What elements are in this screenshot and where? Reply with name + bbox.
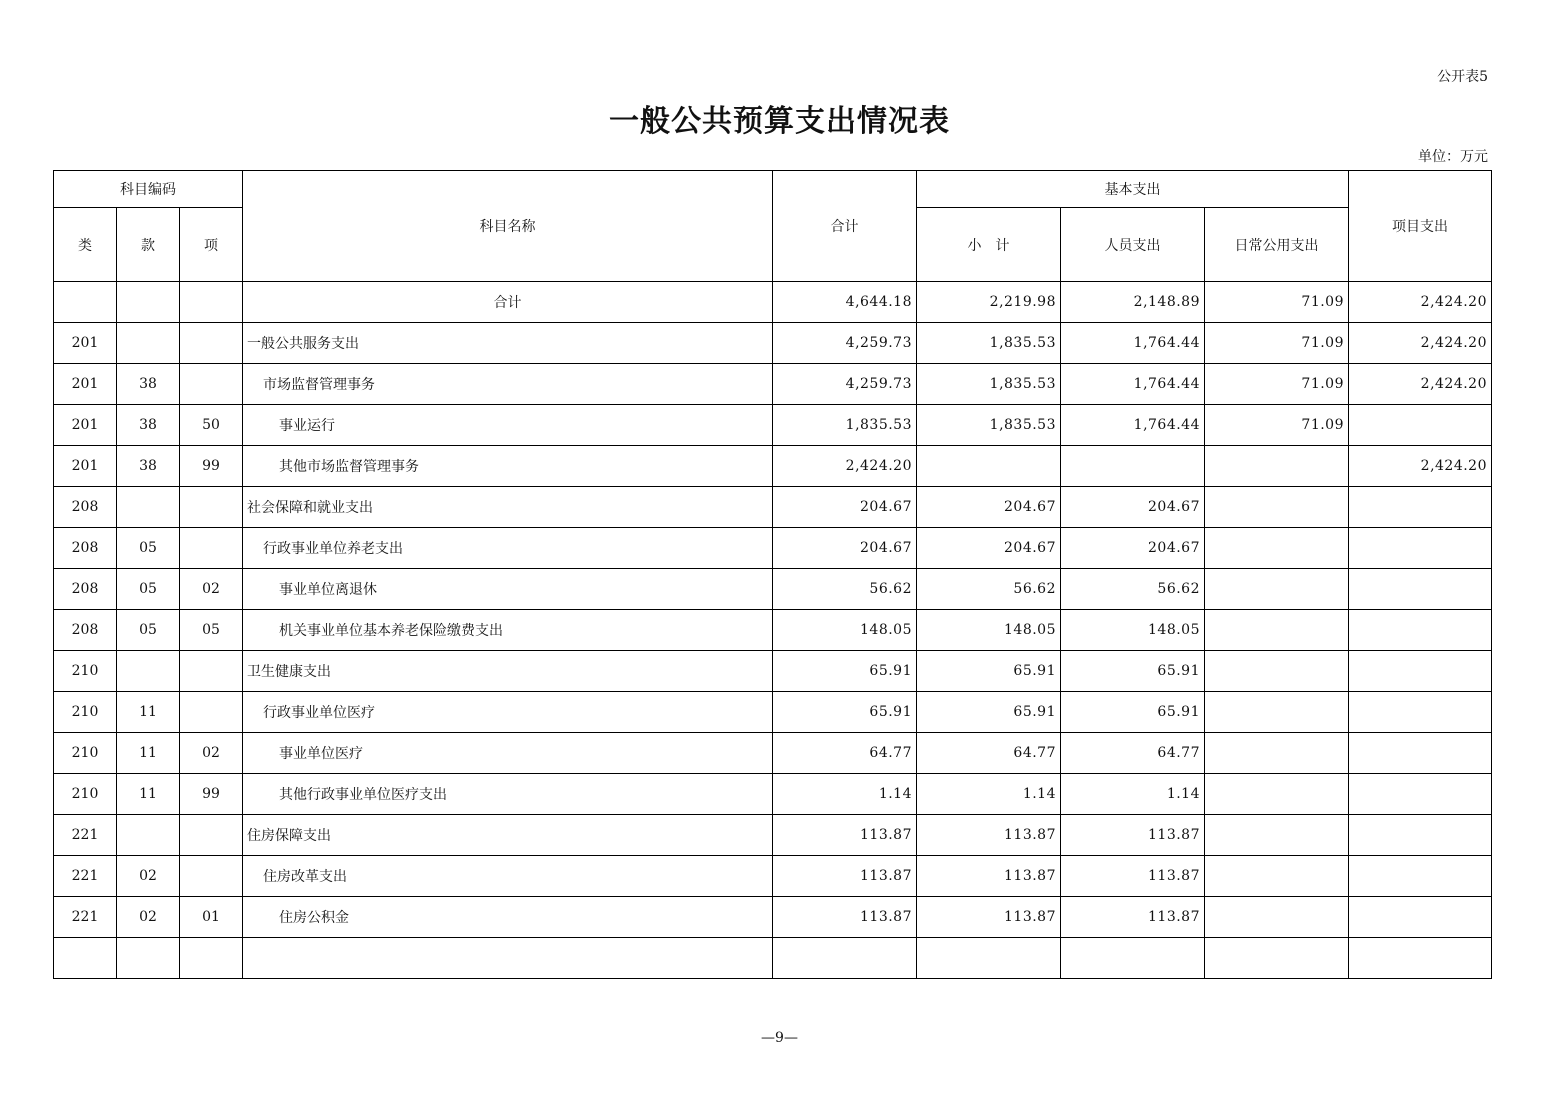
cell-kuan — [117, 323, 180, 364]
cell-total: 4,644.18 — [773, 282, 917, 323]
cell-kuan: 38 — [117, 405, 180, 446]
cell-subtotal: 1,835.53 — [917, 364, 1061, 405]
cell-total: 113.87 — [773, 856, 917, 897]
header-code-group: 科目编码 — [54, 171, 243, 208]
cell-total: 56.62 — [773, 569, 917, 610]
cell-personnel: 65.91 — [1061, 651, 1205, 692]
cell-public — [1205, 446, 1349, 487]
header-personnel: 人员支出 — [1061, 208, 1205, 282]
cell-kuan: 38 — [117, 446, 180, 487]
table-row — [54, 569, 1492, 610]
cell-kuan: 02 — [117, 856, 180, 897]
cell-total: 4,259.73 — [773, 323, 917, 364]
cell-subtotal: 1,835.53 — [917, 405, 1061, 446]
table-row — [54, 774, 1492, 815]
cell-public — [1205, 528, 1349, 569]
cell-subtotal: 113.87 — [917, 815, 1061, 856]
cell-personnel — [1061, 938, 1205, 979]
cell-subtotal: 204.67 — [917, 487, 1061, 528]
cell-xiang — [180, 282, 243, 323]
cell-personnel: 148.05 — [1061, 610, 1205, 651]
cell-total: 1.14 — [773, 774, 917, 815]
cell-personnel: 204.67 — [1061, 487, 1205, 528]
cell-kuan — [117, 487, 180, 528]
cell-project — [1349, 692, 1492, 733]
header-project: 项目支出 — [1349, 171, 1492, 282]
cell-lei: 221 — [54, 856, 117, 897]
cell-xiang — [180, 651, 243, 692]
cell-personnel: 65.91 — [1061, 692, 1205, 733]
cell-total: 148.05 — [773, 610, 917, 651]
cell-project — [1349, 815, 1492, 856]
cell-xiang: 99 — [180, 774, 243, 815]
cell-subtotal: 1.14 — [917, 774, 1061, 815]
cell-name: 其他行政事业单位医疗支出 — [243, 774, 773, 815]
table-row — [54, 364, 1492, 405]
cell-lei — [54, 282, 117, 323]
cell-personnel: 1.14 — [1061, 774, 1205, 815]
cell-name: 机关事业单位基本养老保险缴费支出 — [243, 610, 773, 651]
table-row — [54, 938, 1492, 979]
cell-name: 其他市场监督管理事务 — [243, 446, 773, 487]
cell-kuan: 02 — [117, 897, 180, 938]
table-row — [54, 487, 1492, 528]
table-row — [54, 815, 1492, 856]
cell-lei: 210 — [54, 733, 117, 774]
cell-personnel: 56.62 — [1061, 569, 1205, 610]
cell-lei: 201 — [54, 364, 117, 405]
cell-subtotal: 204.67 — [917, 528, 1061, 569]
table-row — [54, 282, 1492, 323]
table-row — [54, 733, 1492, 774]
cell-subtotal: 148.05 — [917, 610, 1061, 651]
cell-subtotal — [917, 446, 1061, 487]
cell-project — [1349, 856, 1492, 897]
cell-total: 4,259.73 — [773, 364, 917, 405]
cell-project: 2,424.20 — [1349, 446, 1492, 487]
cell-xiang: 99 — [180, 446, 243, 487]
cell-personnel: 1,764.44 — [1061, 323, 1205, 364]
cell-public — [1205, 487, 1349, 528]
cell-personnel: 113.87 — [1061, 815, 1205, 856]
cell-kuan: 38 — [117, 364, 180, 405]
cell-name: 市场监督管理事务 — [243, 364, 773, 405]
cell-total: 1,835.53 — [773, 405, 917, 446]
cell-subtotal: 56.62 — [917, 569, 1061, 610]
cell-total: 65.91 — [773, 651, 917, 692]
cell-lei: 201 — [54, 323, 117, 364]
cell-subtotal: 1,835.53 — [917, 323, 1061, 364]
cell-name: 行政事业单位医疗 — [243, 692, 773, 733]
cell-total: 65.91 — [773, 692, 917, 733]
cell-lei — [54, 938, 117, 979]
cell-lei: 221 — [54, 815, 117, 856]
cell-personnel: 64.77 — [1061, 733, 1205, 774]
cell-xiang — [180, 364, 243, 405]
cell-xiang: 02 — [180, 569, 243, 610]
cell-personnel: 1,764.44 — [1061, 405, 1205, 446]
table-row — [54, 897, 1492, 938]
cell-project — [1349, 610, 1492, 651]
cell-name: 事业单位离退休 — [243, 569, 773, 610]
cell-public: 71.09 — [1205, 323, 1349, 364]
page-number: —9— — [761, 1030, 798, 1046]
cell-public — [1205, 774, 1349, 815]
cell-lei: 210 — [54, 692, 117, 733]
cell-total: 2,424.20 — [773, 446, 917, 487]
cell-subtotal: 113.87 — [917, 856, 1061, 897]
cell-subtotal: 65.91 — [917, 651, 1061, 692]
cell-xiang — [180, 692, 243, 733]
cell-project: 2,424.20 — [1349, 323, 1492, 364]
header-subtotal: 小 计 — [917, 208, 1061, 282]
cell-lei: 208 — [54, 528, 117, 569]
cell-kuan: 11 — [117, 774, 180, 815]
cell-xiang: 01 — [180, 897, 243, 938]
cell-subtotal: 113.87 — [917, 897, 1061, 938]
cell-xiang — [180, 487, 243, 528]
cell-kuan: 05 — [117, 569, 180, 610]
header-lei: 类 — [54, 208, 117, 282]
cell-xiang: 02 — [180, 733, 243, 774]
cell-lei: 201 — [54, 446, 117, 487]
cell-personnel: 113.87 — [1061, 856, 1205, 897]
cell-kuan: 05 — [117, 610, 180, 651]
cell-xiang — [180, 528, 243, 569]
cell-public — [1205, 938, 1349, 979]
header-basic-group: 基本支出 — [917, 171, 1349, 208]
cell-xiang — [180, 323, 243, 364]
header-public: 日常公用支出 — [1205, 208, 1349, 282]
cell-kuan: 11 — [117, 692, 180, 733]
cell-kuan — [117, 938, 180, 979]
cell-personnel: 2,148.89 — [1061, 282, 1205, 323]
unit-label: 单位：万元 — [1418, 149, 1488, 165]
header-item-name: 科目名称 — [243, 171, 773, 282]
cell-public — [1205, 569, 1349, 610]
cell-xiang — [180, 856, 243, 897]
cell-name: 事业运行 — [243, 405, 773, 446]
cell-total — [773, 938, 917, 979]
cell-lei: 201 — [54, 405, 117, 446]
cell-lei: 210 — [54, 651, 117, 692]
cell-subtotal — [917, 938, 1061, 979]
cell-personnel: 1,764.44 — [1061, 364, 1205, 405]
cell-name: 事业单位医疗 — [243, 733, 773, 774]
cell-public — [1205, 610, 1349, 651]
header-xiang: 项 — [180, 208, 243, 282]
cell-name: 行政事业单位养老支出 — [243, 528, 773, 569]
cell-subtotal: 65.91 — [917, 692, 1061, 733]
cell-public: 71.09 — [1205, 405, 1349, 446]
table-row — [54, 651, 1492, 692]
cell-project — [1349, 651, 1492, 692]
cell-personnel: 113.87 — [1061, 897, 1205, 938]
cell-total: 113.87 — [773, 815, 917, 856]
cell-project — [1349, 774, 1492, 815]
cell-project — [1349, 938, 1492, 979]
cell-public — [1205, 856, 1349, 897]
table-row — [54, 856, 1492, 897]
cell-public: 71.09 — [1205, 282, 1349, 323]
cell-xiang: 50 — [180, 405, 243, 446]
cell-personnel: 204.67 — [1061, 528, 1205, 569]
header-total: 合计 — [773, 171, 917, 282]
cell-project: 2,424.20 — [1349, 364, 1492, 405]
table-row — [54, 446, 1492, 487]
cell-project — [1349, 897, 1492, 938]
cell-kuan: 11 — [117, 733, 180, 774]
cell-public — [1205, 897, 1349, 938]
cell-subtotal: 2,219.98 — [917, 282, 1061, 323]
cell-personnel — [1061, 446, 1205, 487]
table-row — [54, 405, 1492, 446]
cell-public — [1205, 692, 1349, 733]
cell-project — [1349, 569, 1492, 610]
cell-public — [1205, 733, 1349, 774]
cell-xiang: 05 — [180, 610, 243, 651]
table-number-label: 公开表5 — [1437, 69, 1488, 85]
cell-project — [1349, 487, 1492, 528]
table-row — [54, 692, 1492, 733]
cell-total: 204.67 — [773, 528, 917, 569]
cell-name: 卫生健康支出 — [243, 651, 773, 692]
cell-xiang — [180, 938, 243, 979]
cell-project: 2,424.20 — [1349, 282, 1492, 323]
cell-project — [1349, 528, 1492, 569]
budget-table — [53, 170, 1492, 979]
cell-lei: 208 — [54, 487, 117, 528]
cell-kuan — [117, 282, 180, 323]
cell-kuan — [117, 815, 180, 856]
cell-name: 社会保障和就业支出 — [243, 487, 773, 528]
cell-name: 住房公积金 — [243, 897, 773, 938]
cell-total: 204.67 — [773, 487, 917, 528]
cell-kuan — [117, 651, 180, 692]
page-title: 一般公共预算支出情况表 — [609, 104, 950, 139]
cell-lei: 210 — [54, 774, 117, 815]
cell-project — [1349, 733, 1492, 774]
header-kuan: 款 — [117, 208, 180, 282]
cell-name: 住房改革支出 — [243, 856, 773, 897]
cell-name: 一般公共服务支出 — [243, 323, 773, 364]
cell-public — [1205, 815, 1349, 856]
cell-lei: 208 — [54, 569, 117, 610]
cell-kuan: 05 — [117, 528, 180, 569]
cell-subtotal: 64.77 — [917, 733, 1061, 774]
cell-public — [1205, 651, 1349, 692]
cell-name: 合计 — [243, 282, 773, 323]
cell-lei: 208 — [54, 610, 117, 651]
cell-public: 71.09 — [1205, 364, 1349, 405]
table-row — [54, 528, 1492, 569]
cell-name: 住房保障支出 — [243, 815, 773, 856]
cell-project — [1349, 405, 1492, 446]
cell-xiang — [180, 815, 243, 856]
table-row — [54, 323, 1492, 364]
cell-lei: 221 — [54, 897, 117, 938]
cell-total: 64.77 — [773, 733, 917, 774]
cell-total: 113.87 — [773, 897, 917, 938]
cell-name — [243, 938, 773, 979]
table-row — [54, 610, 1492, 651]
